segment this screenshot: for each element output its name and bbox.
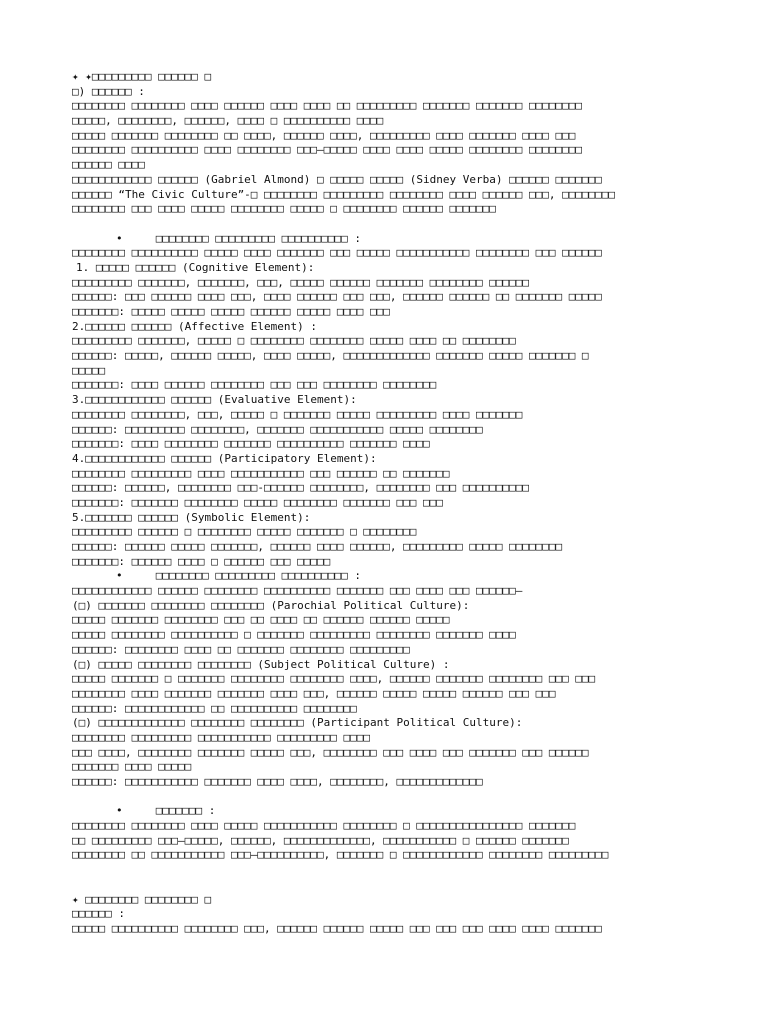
text-line: 1. □□□□□ □□□□□□ (Cognitive Element): — [76, 260, 315, 274]
text-line: □□□□□□□□ □□□ □□□□ □□□□□ □□□□□□□□ □□□□□ □ □□□□□□□□ □□□□□□ □□□□□□□ — [72, 202, 496, 216]
text-line: □□□□□□□□ □□ □□□□□□□□□□□ □□□—□□□□□□□□□□, □□□□□□□ □ □□□□□□□□□□□□ □□□□□□□□ □□□□□□□□□ — [72, 848, 609, 862]
text-line: ✦ ✦□□□□□□□□□ □□□□□□ □ — [72, 70, 212, 83]
text-line: □□□□□□□: □□□□□ □□□□□ □□□□□ □□□□□□ □□□□□ □□□□ □□□ — [72, 305, 390, 318]
text-line: □□□□□□: □□□ □□□□□□ □□□□ □□□, □□□□ □□□□□□ □□□ □□□, □□□□□□ □□□□□□ □□ □□□□□□□ □□□□□ — [72, 290, 602, 304]
blank-line — [72, 878, 728, 893]
text-line: (□) □□□□□□□ □□□□□□□□ □□□□□□□□ (Parochial Political Culture): — [72, 598, 470, 612]
text-line: □□□□□□□□ □□□□□□□□□□ □□□□□ □□□□ □□□□□□□ □□□ □□□□□ □□□□□□□□□□□ □□□□□□□□ □□□ □□□□□□ — [72, 246, 602, 260]
text-line: 5.□□□□□□□ □□□□□□ (Symbolic Element): — [72, 510, 311, 524]
text-line: □□□□□□ “The Civic Culture”-□ □□□□□□□□ □□□□□□□□□ □□□□□□□□ □□□□ □□□□□□ □□□, □□□□□□□□ — [72, 187, 616, 201]
text-line: □□□□□□□: □□□□ □□□□□□ □□□□□□□□ □□□ □□□ □□□□□□□□ □□□□□□□□ — [72, 378, 437, 392]
text-line: □□□□□, □□□□□□□□, □□□□□□, □□□□ □ □□□□□□□□□□ □□□□ — [72, 114, 384, 128]
text-line: □□□□□□□: □□□□□□□ □□□□□□□□ □□□□□ □□□□□□□□ □□□□□□□ □□□ □□□ — [72, 495, 443, 509]
text-line: □□□ □□□□, □□□□□□□□ □□□□□□□ □□□□□ □□□, □□□□□□□□ □□□ □□□□ □□□ □□□□□□□ □□□ □□□□□□ — [72, 745, 589, 759]
text-line: □□□□□□□□□ □□□□□□ □ □□□□□□□□ □□□□□ □□□□□□□ □ □□□□□□□□ — [72, 525, 417, 539]
text-line: □□□□□□□□ □□□□ □□□□□□□ □□□□□□□ □□□□ □□□, □□□□□□ □□□□□ □□□□□ □□□□□□ □□□ □□□ — [72, 686, 556, 700]
text-line: □□□□□□□: □□□□ □□□□□□□□ □□□□□□□ □□□□□□□□□□ □□□□□□□ □□□□ — [72, 437, 430, 451]
bullet-heading: • □□□□□□□□ □□□□□□□□□ □□□□□□□□□□ : — [116, 569, 362, 583]
text-line: □□□□□□: □□□□□□□□□□□□ □□ □□□□□□□□□□ □□□□□□□□ — [72, 701, 357, 715]
text-line: □□□□□□□□ □□□□□□□□ □□□□ □□□□□ □□□□□□□□□□□ □□□□□□□□ □ □□□□□□□□□□□□□□□□ □□□□□□□ — [72, 819, 576, 833]
text-line: □□□□□□: □□□□□□□□ □□□□ □□ □□□□□□□ □□□□□□□□ □□□□□□□□□ — [72, 642, 410, 656]
text-line: □□□□□□□□ □□□□□□□□, □□□, □□□□□ □ □□□□□□□ □□□□□ □□□□□□□□□ □□□□ □□□□□□□ — [72, 407, 523, 421]
text-line: □□□□□□□□ □□□□□□□□□ □□□□ □□□□□□□□□□□ □□□ □□□□□□ □□ □□□□□□□ — [72, 466, 450, 480]
text-line: □□□□□□□□□□□□ □□□□□□ (Gabriel Almond) □ □□□□□ □□□□□ (Sidney Verba) □□□□□□ □□□□□□□ — [72, 172, 602, 186]
text-line: □□□□□□□□ □□□□□□□□□□ □□□□ □□□□□□□□ □□□—□□□□□ □□□□ □□□□ □□□□□ □□□□□□□□ □□□□□□□□ — [72, 143, 582, 157]
text-line: □) □□□□□□ : — [72, 84, 145, 98]
text-line: □□ □□□□□□□□□ □□□—□□□□□, □□□□□□, □□□□□□□□□□□□□, □□□□□□□□□□□ □ □□□□□□ □□□□□□□ — [72, 833, 569, 847]
text-line: □□□□□□: □□□□□, □□□□□□ □□□□□, □□□□ □□□□□, □□□□□□□□□□□□□ □□□□□□□ □□□□□ □□□□□□□ □ — [72, 349, 589, 363]
text-line: □□□□□□□□ □□□□□□□□□ □□□□□□□□□□□ □□□□□□□□□ □□□□ — [72, 730, 371, 744]
text-line: □□□□□□□□□ □□□□□□□, □□□□□ □ □□□□□□□□ □□□□□□□□ □□□□□ □□□□ □□ □□□□□□□□ — [72, 334, 516, 348]
text-line: □□□□□□□□□□□□ □□□□□□ □□□□□□□□ □□□□□□□□□□ □□□□□□□ □□□ □□□□ □□□ □□□□□□— — [72, 584, 523, 598]
bullet-heading: • □□□□□□□ : — [116, 804, 216, 818]
blank-line — [72, 863, 728, 878]
text-line: □□□□□ □□□□□□□ □□□□□□□□ □□□ □□ □□□□ □□ □□□□□□ □□□□□□ □□□□□ — [72, 613, 450, 627]
text-line: □□□□□□□: □□□□□□ □□□□ □ □□□□□□ □□□ □□□□□ — [72, 554, 331, 568]
text-line: (□) □□□□□ □□□□□□□□ □□□□□□□□ (Subject Political Culture) : — [72, 657, 450, 671]
text-line: □□□□□ — [72, 363, 106, 377]
blank-line — [72, 217, 728, 232]
text-line: □□□□□ □□□□□□□□ □□□□□□□□□□ □ □□□□□□□ □□□□□□□□□ □□□□□□□□ □□□□□□□ □□□□ — [72, 628, 516, 642]
text-line: 4.□□□□□□□□□□□□ □□□□□□ (Participatory Element): — [72, 451, 377, 465]
text-line: □□□□□□: □□□□□□, □□□□□□□□ □□□-□□□□□□ □□□□□□□□, □□□□□□□□ □□□ □□□□□□□□□□ — [72, 481, 529, 495]
text-line: □□□□□□: □□□□□□ □□□□□ □□□□□□□, □□□□□□ □□□□ □□□□□□, □□□□□□□□□ □□□□□ □□□□□□□□ — [72, 540, 563, 553]
text-line: □□□□□ □□□□□□□□□□ □□□□□□□□ □□□, □□□□□□ □□□□□□ □□□□□ □□□ □□□ □□□ □□□□ □□□□ □□□□□□□ — [72, 921, 602, 935]
text-line: □□□□□□: □□□□□□□□□ □□□□□□□□, □□□□□□□ □□□□□□□□□□□ □□□□□ □□□□□□□□ — [72, 422, 483, 436]
text-line: □□□□□ □□□□□□□ □ □□□□□□□ □□□□□□□□ □□□□□□□□ □□□□, □□□□□□ □□□□□□□ □□□□□□□□ □□□ □□□ — [72, 672, 596, 686]
text-line: 3.□□□□□□□□□□□□ □□□□□□ (Evaluative Element): — [72, 393, 357, 407]
bullet-heading: • □□□□□□□□ □□□□□□□□□ □□□□□□□□□□ : — [116, 231, 362, 245]
text-line: 2.□□□□□□ □□□□□□ (Affective Element) : — [72, 319, 318, 333]
text-line: (□) □□□□□□□□□□□□□ □□□□□□□□ □□□□□□□□ (Participant Political Culture): — [72, 716, 523, 730]
text-line: □□□□□□□□ □□□□□□□□ □□□□ □□□□□□ □□□□ □□□□ □□ □□□□□□□□□ □□□□□□□ □□□□□□□ □□□□□□□□ — [72, 99, 582, 113]
text-line: ✦ □□□□□□□□ □□□□□□□□ □ — [72, 892, 212, 906]
text-line: □□□□□ □□□□□□□ □□□□□□□□ □□ □□□□, □□□□□□ □□□□, □□□□□□□□□ □□□□ □□□□□□□ □□□□ □□□ — [72, 128, 576, 142]
text-line: □□□□□□ □□□□ — [72, 158, 145, 172]
blank-line — [72, 790, 728, 805]
text-line: □□□□□□ : — [72, 907, 125, 921]
text-line: □□□□□□□□□ □□□□□□□, □□□□□□□, □□□, □□□□□ □□□□□□ □□□□□□□ □□□□□□□□ □□□□□□ — [72, 275, 529, 289]
text-line: □□□□□□: □□□□□□□□□□□ □□□□□□□ □□□□ □□□□, □□□□□□□□, □□□□□□□□□□□□□ — [72, 775, 483, 788]
text-line: □□□□□□□ □□□□ □□□□□ — [72, 760, 192, 774]
